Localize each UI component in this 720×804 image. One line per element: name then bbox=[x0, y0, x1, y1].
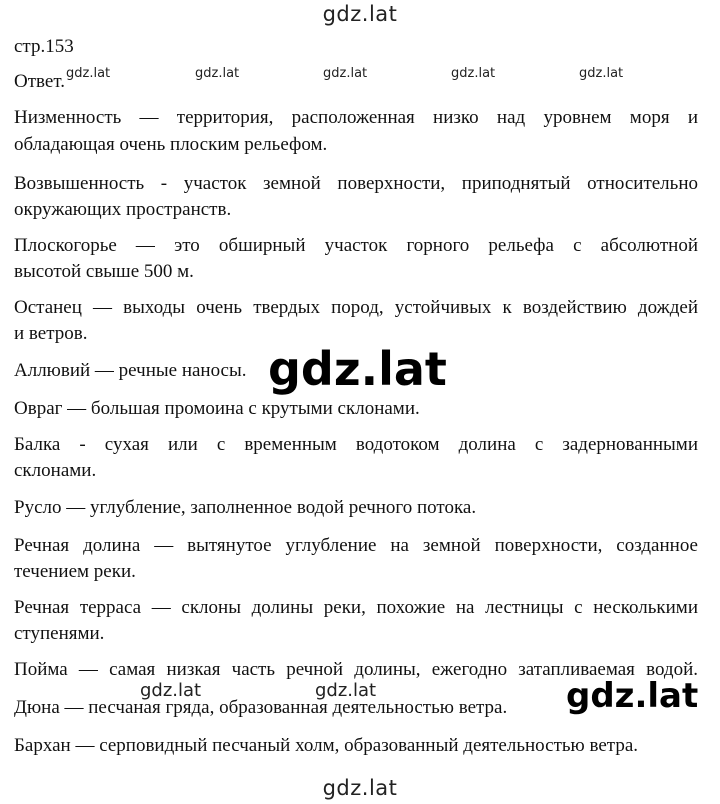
watermark-small-3: gdz.lat bbox=[323, 66, 368, 81]
para-1-line-2: окружающих пространств. bbox=[14, 199, 232, 220]
para-0-line-1: Низменность — территория, расположенная низко над уровнем моря и bbox=[14, 107, 698, 128]
answer-label: Ответ. bbox=[14, 71, 65, 92]
para-9-line-2: ступенями. bbox=[14, 623, 105, 644]
watermark-small-5: gdz.lat bbox=[579, 66, 624, 81]
para-12-line-1: Бархан — серповидный песчаный холм, образованный деятельностью ветра. bbox=[14, 735, 639, 756]
watermark-large-center: gdz.lat bbox=[268, 342, 447, 396]
page-label: стр.153 bbox=[14, 36, 74, 57]
para-5-line-1: Овраг — большая промоина с крутыми склонами. bbox=[14, 398, 420, 419]
para-6-line-2: склонами. bbox=[14, 460, 97, 481]
watermark-small-2: gdz.lat bbox=[195, 66, 240, 81]
para-8-line-1: Речная долина — вытянутое углубление на земной поверхности, созданное bbox=[14, 535, 698, 556]
para-7-line-1: Русло — углубление, заполненное водой речного потока. bbox=[14, 497, 477, 518]
watermark-top: gdz.lat bbox=[322, 2, 398, 26]
watermark-mid-2: gdz.lat bbox=[315, 680, 377, 701]
para-4-line-1: Аллювий — речные наносы. bbox=[14, 360, 247, 381]
para-6-line-1: Балка - сухая или с временным водотоком долина с задернованными bbox=[14, 434, 698, 455]
watermark-small-1: gdz.lat bbox=[66, 66, 111, 81]
watermark-large-right: gdz.lat bbox=[566, 676, 699, 716]
watermark-bottom: gdz.lat bbox=[322, 776, 398, 800]
para-1-line-1: Возвышенность - участок земной поверхности, приподнятый относительно bbox=[14, 173, 698, 194]
watermark-mid-1: gdz.lat bbox=[140, 680, 202, 701]
para-3-line-1: Останец — выходы очень твердых пород, устойчивых к воздействию дождей bbox=[14, 297, 698, 318]
para-8-line-2: течением реки. bbox=[14, 561, 136, 582]
para-0-line-2: обладающая очень плоским рельефом. bbox=[14, 134, 328, 155]
para-9-line-1: Речная терраса — склоны долины реки, похожие на лестницы с несколькими bbox=[14, 597, 698, 618]
para-10-line-1: Пойма — самая низкая часть речной долины, ежегодно затапливаемая водой. bbox=[14, 659, 698, 680]
para-3-line-2: и ветров. bbox=[14, 323, 88, 344]
para-2-line-2: высотой свыше 500 м. bbox=[14, 261, 194, 282]
para-11-line-1: Дюна — песчаная гряда, образованная деятельностью ветра. bbox=[14, 697, 508, 718]
para-2-line-1: Плоскогорье — это обширный участок горного рельефа с абсолютной bbox=[14, 235, 698, 256]
watermark-small-4: gdz.lat bbox=[451, 66, 496, 81]
